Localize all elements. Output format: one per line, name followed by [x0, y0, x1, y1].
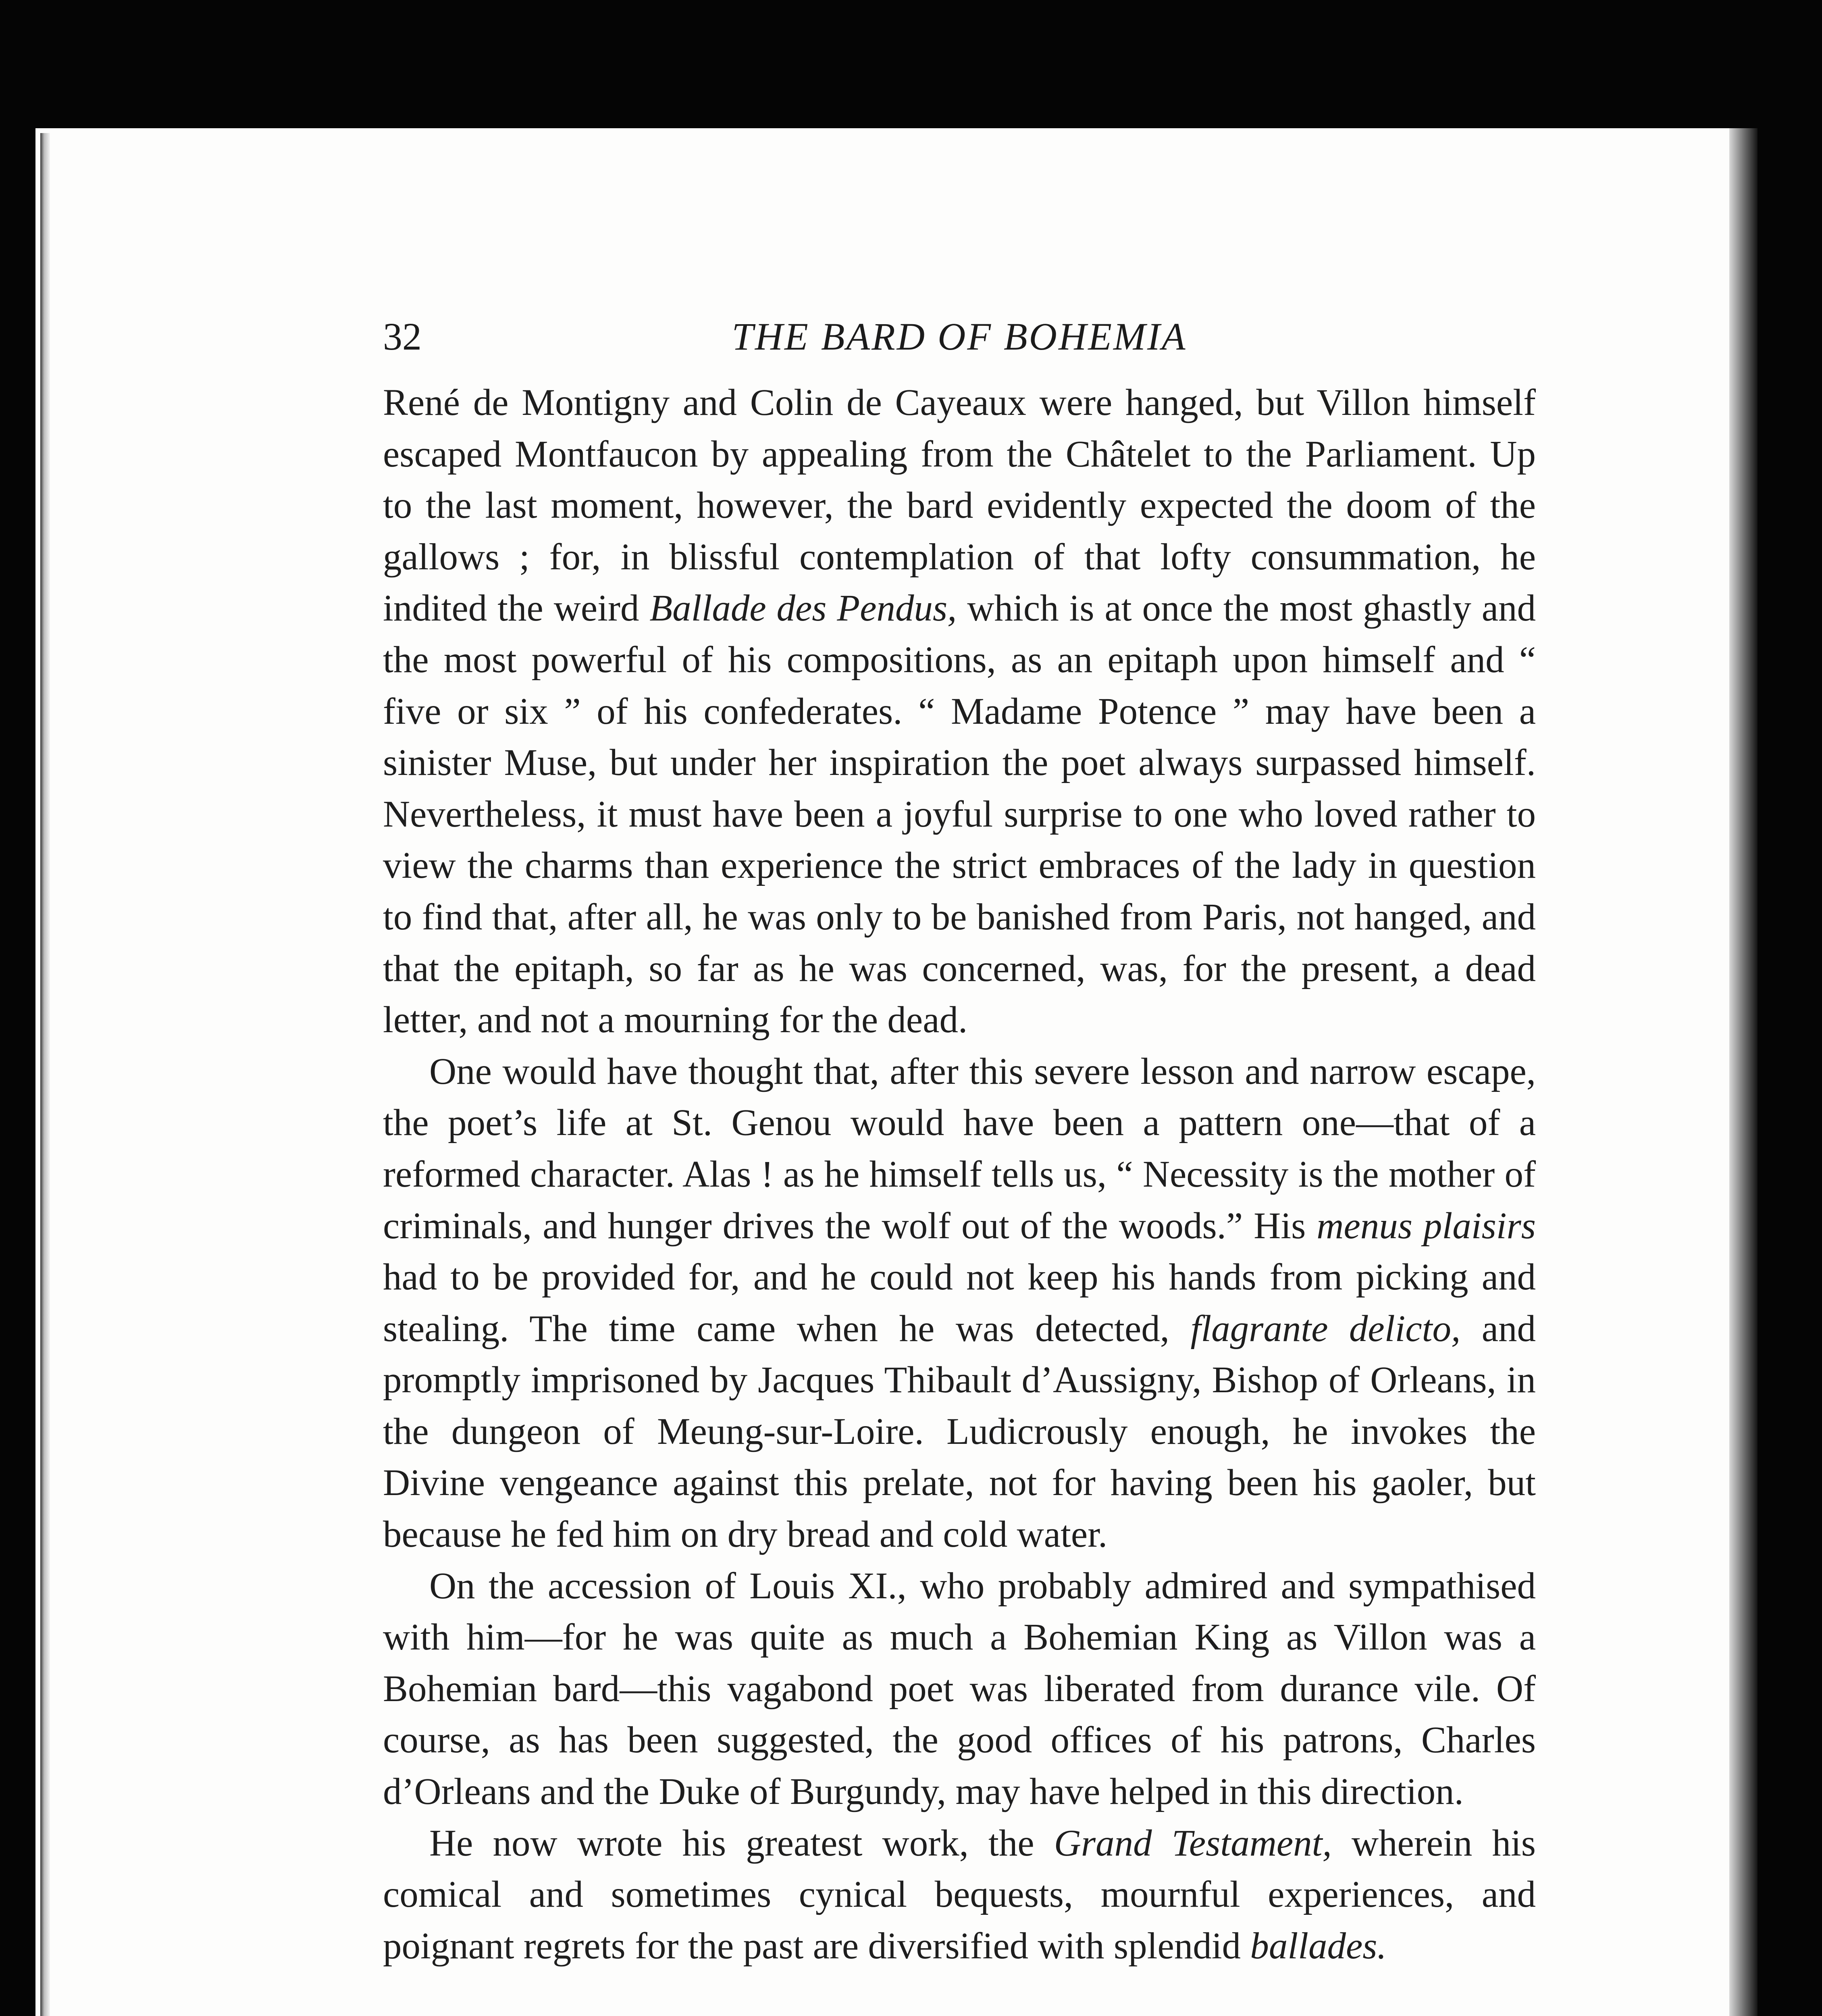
page-header: [383, 310, 1536, 363]
italic-text-run: Ballade des Pendus,: [649, 587, 957, 629]
text-run: One would have thought that, after this severe lesson and narrow escape, the poet’s life at St. Genou would have been a pattern one—that of a reformed character. Alas ! as he himself tells us, “ Necessity is the mother of criminals, and hunger drives the wolf out of the woods.” His: [383, 1050, 1536, 1247]
paragraph: [383, 377, 1536, 1046]
body-text: [383, 377, 1536, 1972]
text-run: had to be provided for, and he could not keep his hands from picking and stealing. The time came when he was detected,: [383, 1256, 1536, 1350]
italic-text-run: flagrante delicto,: [1190, 1308, 1461, 1350]
text-run: On the accession of Louis XI., who probably admired and sympathised with him—for he was quite as much a Bohemian King as Villon was a Bohemian bard—this vagabond poet was liberated from durance vile. Of course, as has been suggested, the good offices of his patrons, Charles d’Orleans and the Duke of Burgundy, may have helped in this direction.: [383, 1565, 1536, 1813]
running-title: THE BARD OF BOHEMIA: [732, 315, 1187, 358]
italic-text-run: ballades.: [1250, 1925, 1387, 1967]
text-run: René de Montigny and Colin de Cayeaux were hanged, but Villon himself escaped Montfaucon by appealing from the Châtelet to the Parliament. Up to the last moment, however, the bard evidently expected the doom of the gallows ; for, in blissful contemplation of that lofty consummation, he indited the weird: [383, 382, 1536, 629]
paragraph: [383, 1046, 1536, 1560]
text-run: which is at once the most ghastly and the most powerful of his compositions, as an epitaph upon himself and “ five or six ” of his confederates. “ Madame Potence ” may have been a sinister Muse, but under her inspiration the poet always surpassed himself. Nevertheless, it must have been a joyful surprise to one who loved rather to view the charms than experience the strict embraces of the lady in question to find that, after all, he was only to be banished from Paris, not hanged, and that the epitaph, so far as he was concerned, was, for the present, a dead letter, and not a mourning for the dead.: [383, 587, 1536, 1041]
text-run: and promptly imprisoned by Jacques Thibault d’Aussigny, Bishop of Orleans, in the dungeon of Meung-sur-Loire. Ludicrously enough, he invokes the Divine vengeance against this prelate, not for having been his gaoler, but because he fed him on dry bread and cold water.: [383, 1308, 1536, 1556]
italic-text-run: Grand Testament,: [1054, 1822, 1332, 1864]
text-run: He now wrote his greatest work, the: [429, 1822, 1054, 1864]
page-number: 32: [383, 315, 422, 358]
text-run: wherein his comical and sometimes cynical bequests, mournful experiences, and poignant regrets for the past are diversified with splendid: [383, 1822, 1536, 1967]
paragraph: [383, 1560, 1536, 1818]
italic-text-run: menus plaisirs: [1317, 1205, 1536, 1247]
page-right-edge: [1729, 128, 1758, 2016]
paragraph: [383, 1818, 1536, 1972]
page-left-edge: [40, 133, 50, 2016]
